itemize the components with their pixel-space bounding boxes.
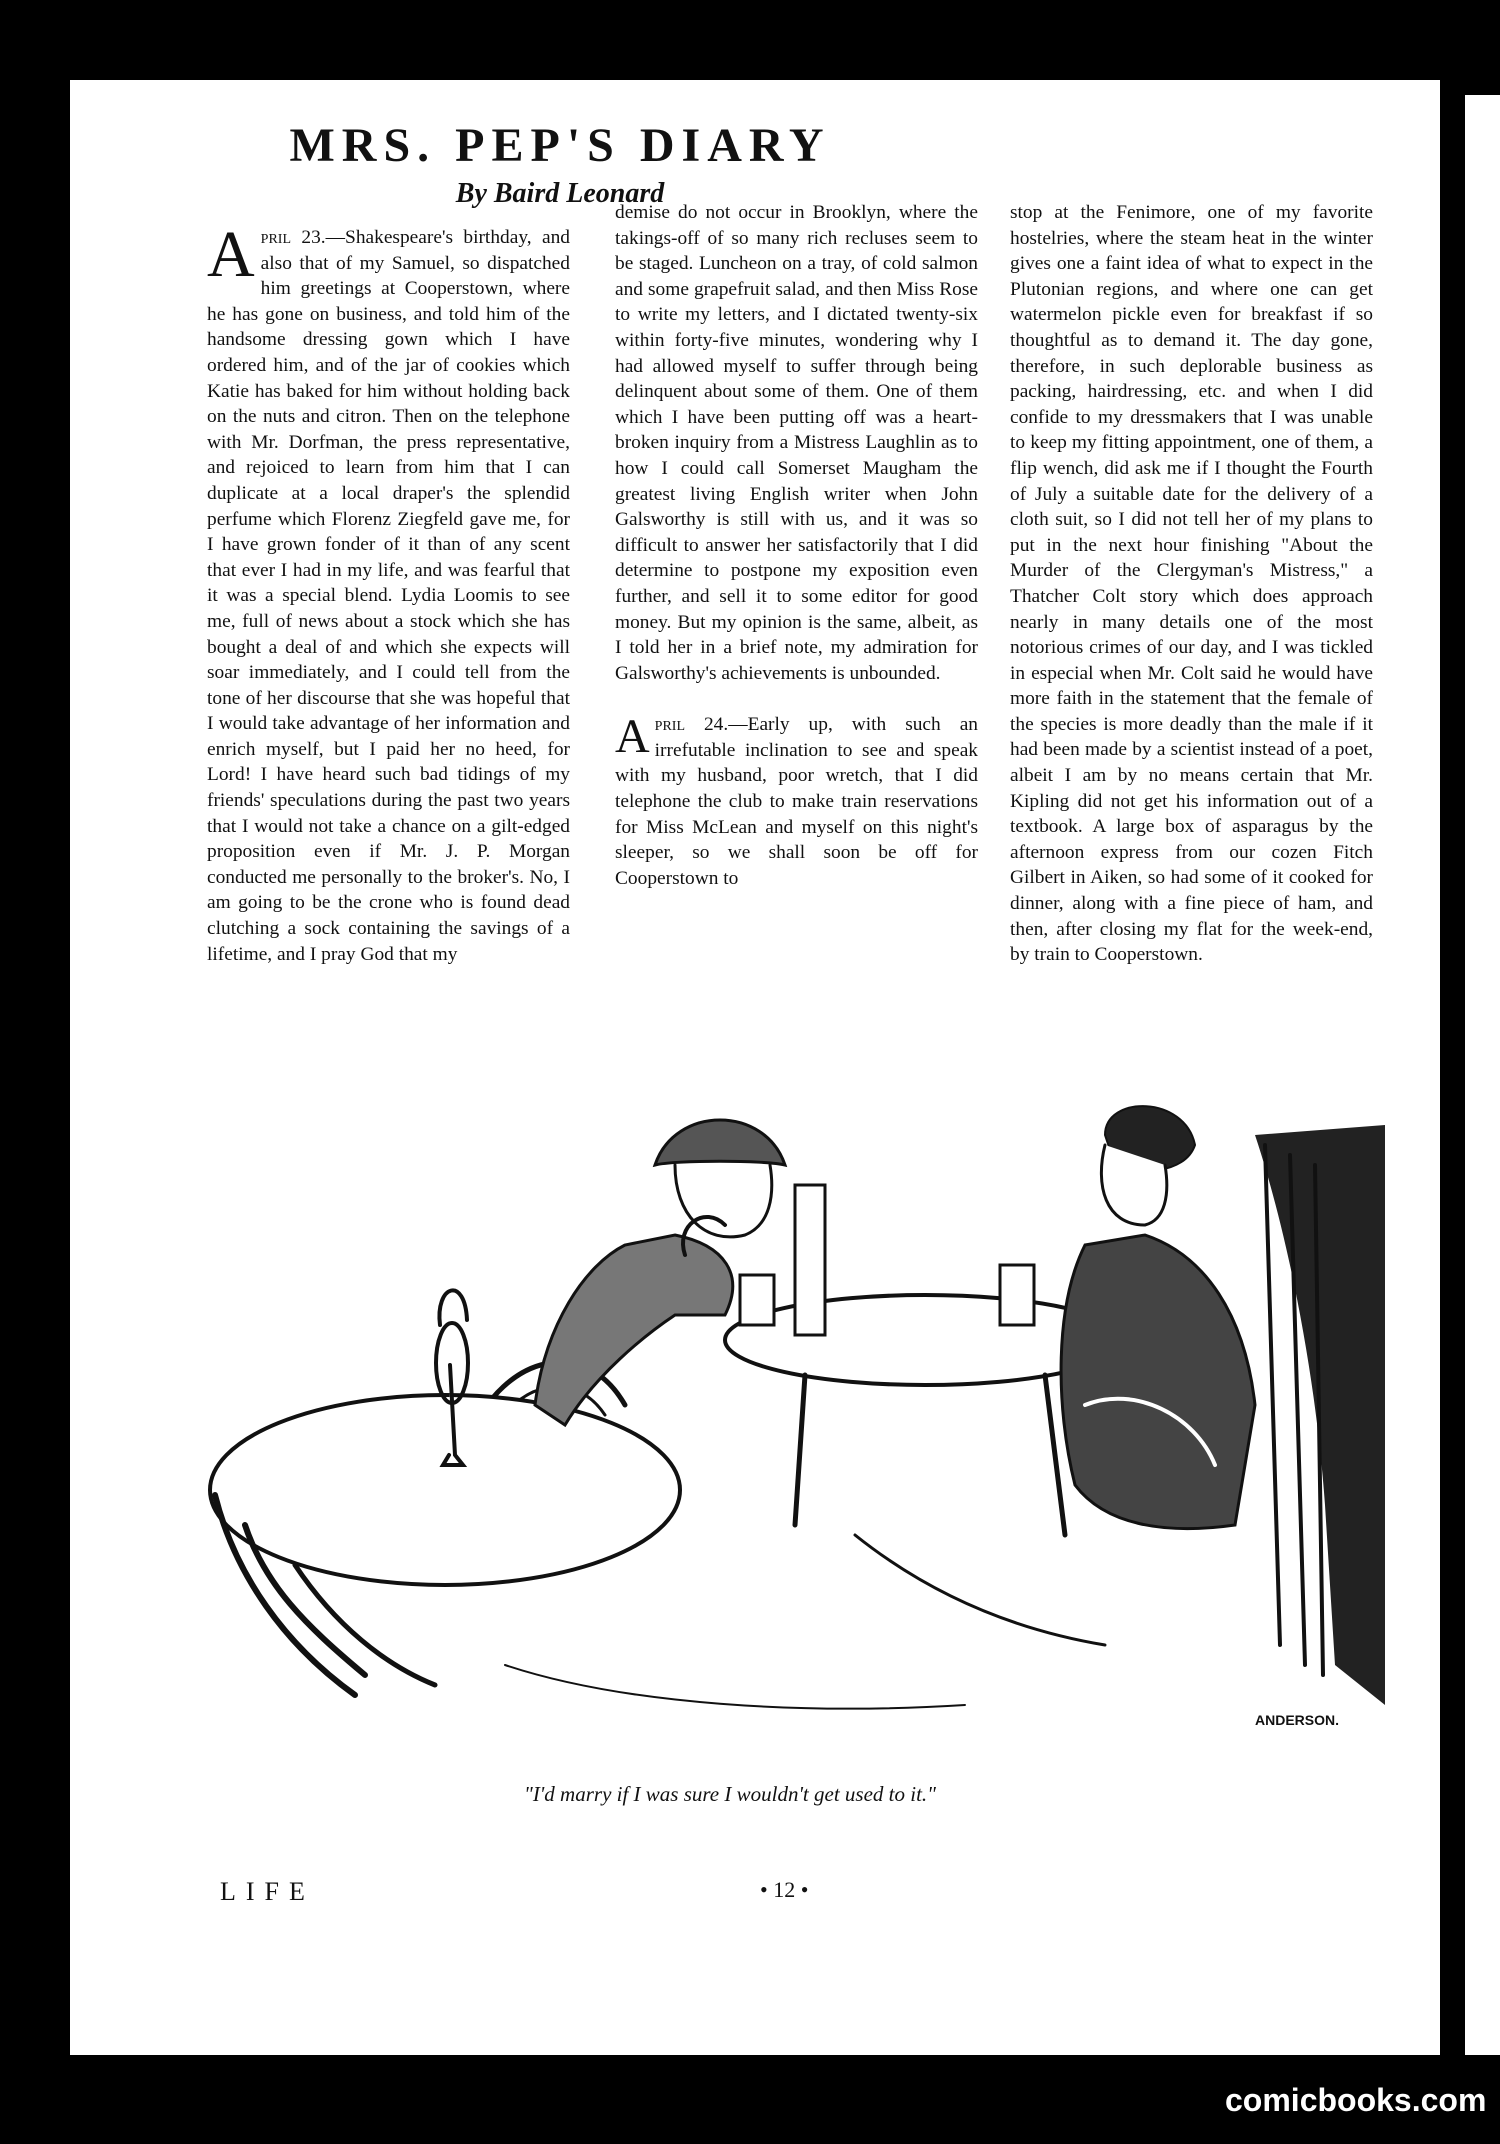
diary-entry-april-24-continued: stop at the Fenimore, one of my favorite hostelries, where the steam heat in the winter gives one a faint idea of what to expect in the Plutonian regions, and where one can get watermelon pickle even for breakfast if so thoughtful as to demand it. The day gone, therefore, in such deplorable business as packing, hairdressing, etc. and when I did confide to my dressmakers that I was unable to keep my fitting appointment, one of them, a flip wench, did ask me if I thought the Fourth of July a suitable date for the delivery of a cloth suit, so I did not tell her of my plans to put in the next hour finishing "About the Murder of the Clergyman's Mistress," a Thatcher Colt story which does approach nearly in many details one of the most notorious crimes of our day, and I was tickled in especial when Mr. Colt said he would have more faith in the statement that the female of the species is more deadly than the male if it had been made by a scientist instead of a poet, albeit I am by no means certain that Mr. Kipling did not get his information out of a textbook. A large box of asparagus by the afternoon express from our cozen Fitch Gilbert in Aiken, so had some of it cooked for dinner, along with a fine piece of ham, and then, after closing my flat for the week-end, by train to Cooperstown. [1010, 202, 1373, 966]
site-watermark: comicbooks.com [1225, 2082, 1487, 2118]
cafe-illustration [205, 1105, 1385, 1745]
drinking-glass [740, 1275, 774, 1325]
diary-entry-april-24 [615, 712, 978, 891]
diary-entry-april-23 [207, 218, 570, 967]
article-byline: By Baird Leonard [455, 178, 665, 209]
drop-cap: A [207, 218, 255, 291]
front-table [210, 1395, 680, 1585]
drop-cap: A [615, 710, 650, 764]
text-column-2 [615, 200, 978, 891]
woman-left-body [535, 1235, 733, 1425]
entry-text: 24.—Early up, with such an irrefutable inclination to see and speak with my husband, poor wretch, that I did telephone the club to make train reservations for Miss McLean and myself on this night's sleeper, so we shall soon be off for Cooperstown to [615, 714, 978, 889]
lead-word: pril [654, 714, 686, 736]
text-column-3 [1010, 200, 1373, 968]
article-title: MRS. PEP'S DIARY [289, 119, 831, 172]
drinking-glass [1000, 1265, 1034, 1325]
artist-signature: ANDERSON. [1255, 1712, 1340, 1728]
adjacent-page-edge [1465, 95, 1500, 2055]
diary-entry-april-23-continued: demise do not occur in Brooklyn, where the takings-off of so many rich recluses seem to be staged. Luncheon on a tray, of cold salmon and some grapefruit salad, and then Miss Rose to write my letters, and I dictated twenty-six within forty-five minutes, wondering why I had allowed myself to suffer through being delinquent about some of them. One of them which I have been putting off was a heart-broken inquiry from a Mistress Laughlin as to how I could call Somerset Maugham the greatest living English writer when John Galsworthy is still with us, and it was so difficult to answer her satisfactorily that I did determine to postpone my exposition even further, and sell it to some editor for good money. But my opinion is the same, albeit, as I told her in a brief note, my admiration for Galsworthy's achievements is unbounded. [615, 202, 978, 684]
text-column-1 [207, 218, 570, 967]
tall-glass [795, 1185, 825, 1335]
woman-cloche-hat [655, 1120, 785, 1165]
entry-text: 23.—Shakespeare's birthday, and also that of my Samuel, so dispatched him greetings at Cooperstown, where he has gone on business, and told him of the handsome dressing gown which I have ordered him, and of the jar of cookies which Katie has baked for him without holding back on the nuts and citron. Then on the telephone with Mr. Dorfman, the press representative, and rejoiced to learn from him that I can duplicate at a local draper's the splendid perfume which Florenz Ziegfeld gave me, for I have grown fonder of it than of any scent that ever I had in my life, and was fearful that it was a special blend. Lydia Loomis to see me, full of news about a stock which she has bought a deal of and which she expects will soar immediately, and I could tell from the tone of her discourse that she was hopeful that I would take advantage of her information and enrich myself, but I paid her no heed, for Lord! I have heard such bad tidings of my friends' speculations during the past two years that I would not take a chance on a gilt-edged proposition even if Mr. J. P. Morgan conducted me personally to the broker's. No, I am going to be the crone who is found dead clutching a sock containing the savings of a lifetime, and I pray God that my [207, 227, 570, 965]
lead-word: pril [260, 227, 292, 248]
magazine-name: LIFE [220, 1877, 315, 1906]
illustration-caption: "I'd marry if I was sure I wouldn't get used to it." [524, 1782, 936, 1806]
page-number: • 12 • [760, 1877, 809, 1902]
woman-right-body [1061, 1235, 1255, 1529]
